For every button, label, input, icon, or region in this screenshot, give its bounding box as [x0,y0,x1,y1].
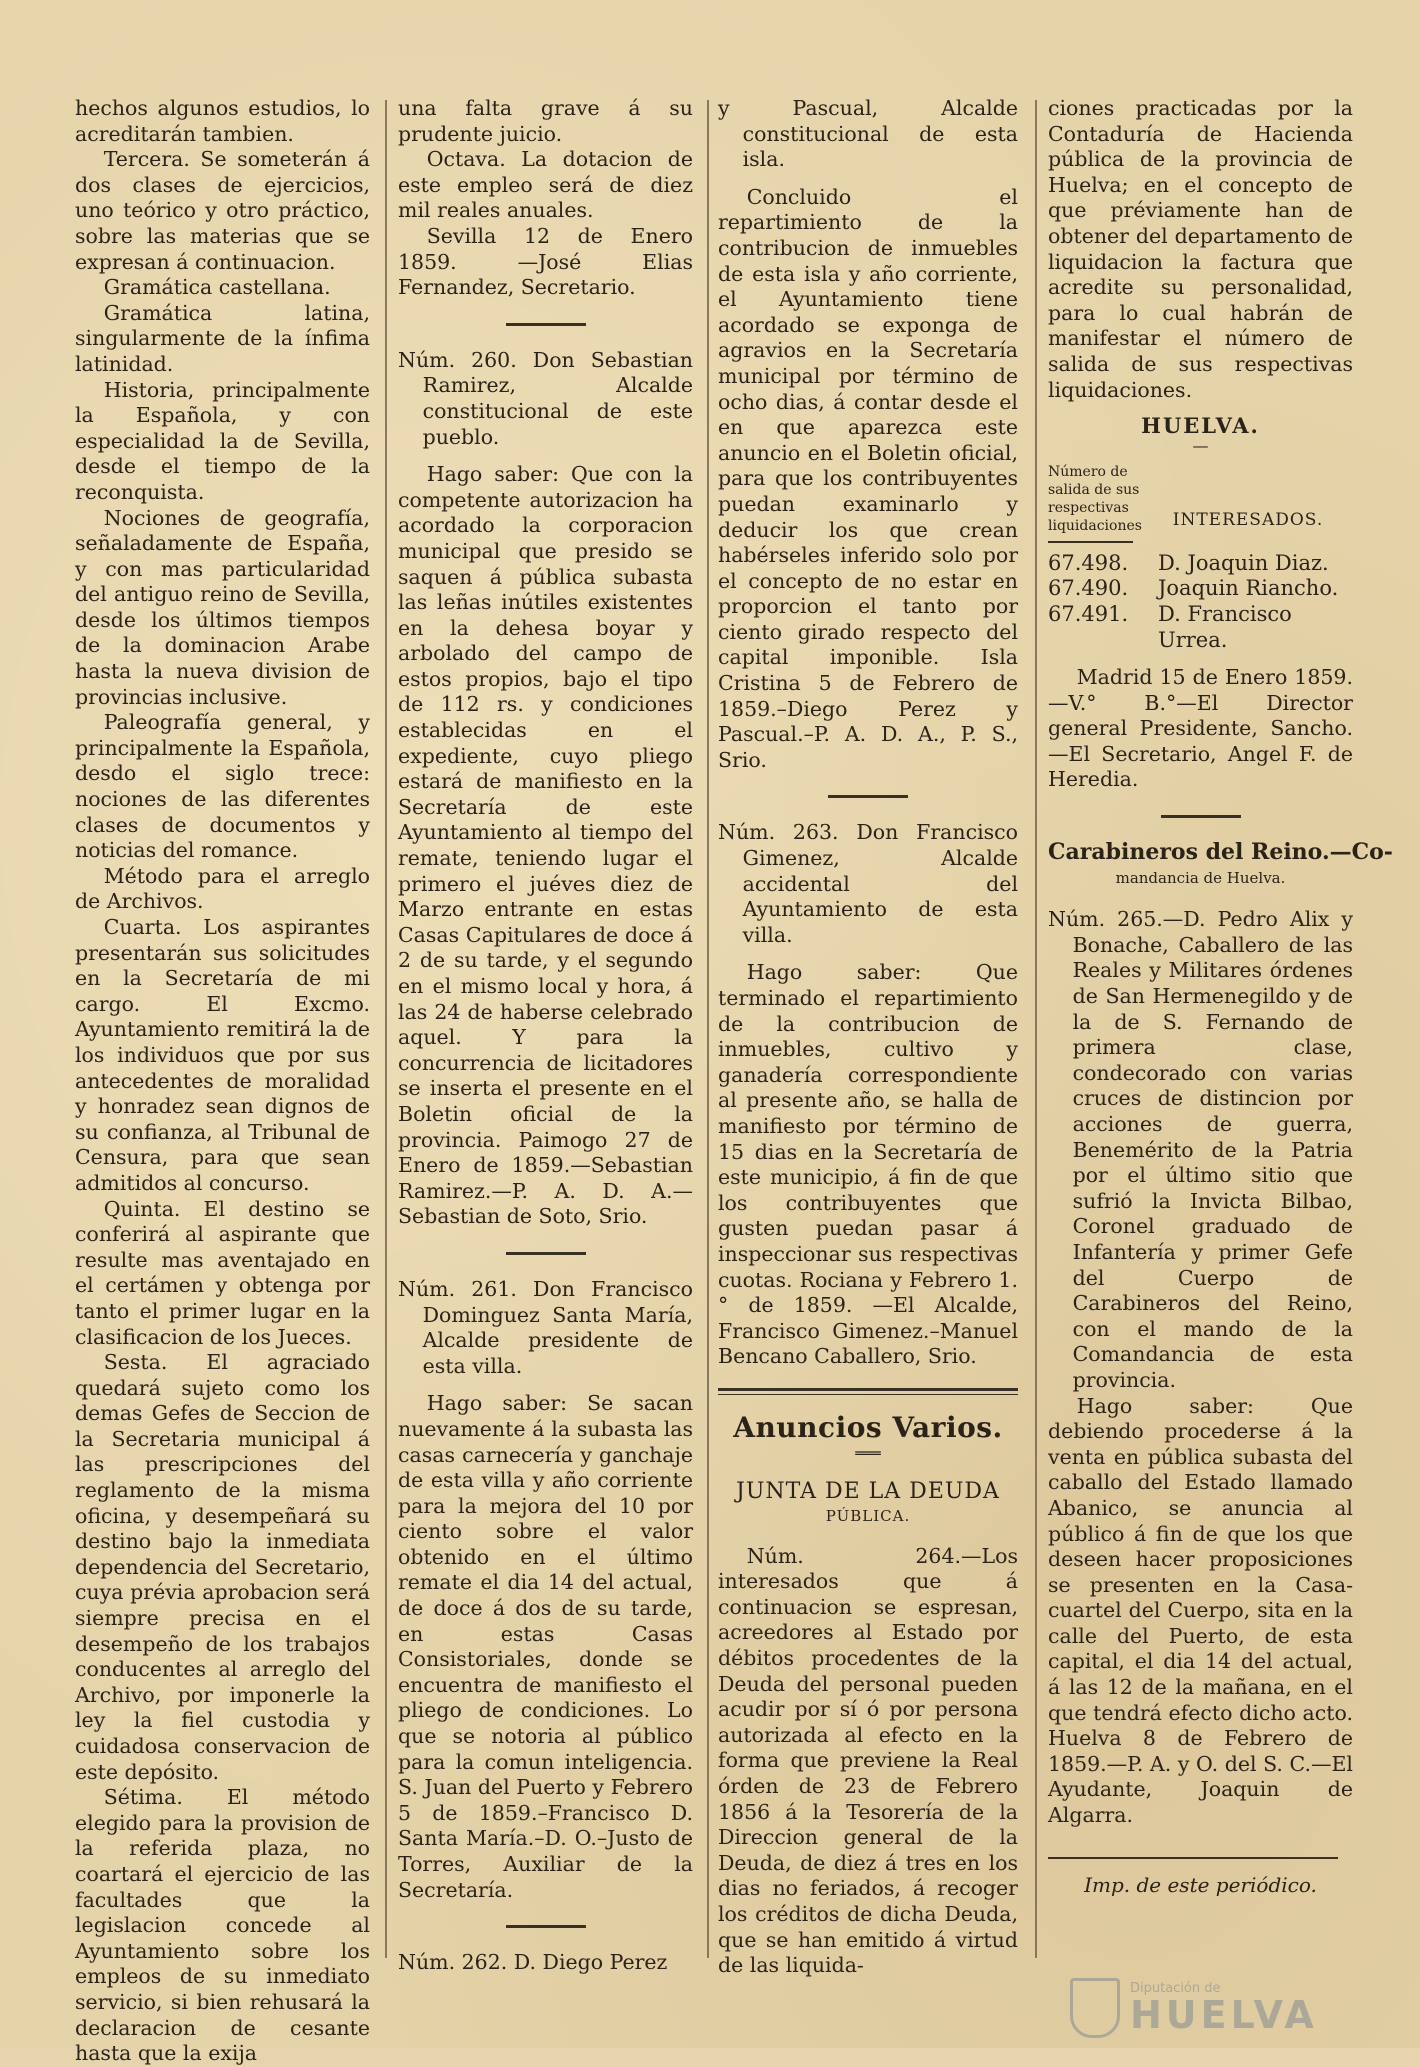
notice-262-heading: Núm. 262. D. Diego Perez [398,1950,668,1975]
c2-p2: Sevilla 12 de Enero 1859. —José Elias Fernandez, Secretario. [398,223,693,300]
imprint: Imp. de este periódico. [1084,1872,1317,1897]
c1-p8: Cuarta. Los aspirantes presentarán sus solicitudes en la Secretaría de mi cargo. El Excmo. Ayuntamiento remitirá la de los individuos que por sus antecedentes de moralidad y honradez sean dignos de su confianza, al Tribunal de Censura, para que sean admitidos al concurso. [75,915,370,1195]
madrid-paragraph: Madrid 15 de Enero 1859. —V.° B.°—El Director general Presidente, Sancho.—El Secretario, Angel F. de Heredia. [1048,665,1353,792]
table-row [1048,576,1353,602]
notice-264-body: Núm. 264.—Los interesados que á continuacion se espresan, acreedores al Estado por débitos procedentes de la Deuda del personal pueden acudir por sí ó por persona autorizada al efecto en la forma que previene la Real órden de 23 de Febrero 1856 á la Tesorería de la Direccion general de la Deuda, de diez á tres en los dias no feriados, á recoger los créditos de dicha Deuda, que se han emitido á virtud de las liquida- [718,1543,1018,1978]
table-row [1048,551,1353,577]
notice-263-body: Hago saber: Que terminado el repartimiento de la contribucion de inmuebles, cultivo y ganadería correspondiente al presente año, se halla de manifiesto por término de 15 dias en la Secretaría de este municipio, á fin de que los contribuyentes que gusten puedan pasar á inspeccionar sus respectivas cuotas. Rociana y Febrero 1.° de 1859. —El Alcalde, Francisco Gimenez.–Manuel Bencano Caballero, Srio. [718,960,1018,1369]
c1-p10: Sesta. El agraciado quedará sujeto como los demas Gefes de Seccion de la Secretaria municipal á las prescripciones del reglamento de la misma oficina, y desempeñará su destino bajo la inmediata dependencia del Secretario, cuya prévia aprobacion será siempre precisa en el desempeño de los trabajos conducentes al arreglo del Archivo, por imponerle la ley la fiel custodia y cuidadosa conservacion de este depósito. [75,1350,370,1784]
c1-p9: Quinta. El destino se conferirá al aspirante que resulte mas aventajado en el certámen y obtenga por tanto el primer lugar en la clasificacion de los Jueces. [75,1196,370,1349]
c2-p0: una falta grave á su prudente juicio. [398,96,693,146]
column-3 [718,96,1018,1988]
separator [506,1925,586,1928]
table-rule [1048,541,1353,543]
section-title-anuncios: Anuncios Varios. [733,1410,1003,1444]
notice-261-body: Hago saber: Se sacan nuevamente á la subasta las casas carnecería y ganchaje de esta villa y año corriente para la mejora del 10 por ciento sobre el valor obtenido en el último remate el dia 14 del actual, de doce á dos de su tarde, en estas Casas Consistoriales, donde se encuentra de manifiesto el pliego de condiciones. Lo que se notoria al público para la comun inteligencia. S. Juan del Puerto y Febrero 5 de 1859.–Francisco D. Santa María.–D. O.–Justo de Torres, Auxiliar de la Secretaría. [398,1391,693,1902]
c3-p0: y Pascual, Alcalde constitucional de esta isla. [718,96,1018,172]
junta-subtitle: PÚBLICA. [825,1507,911,1526]
separator [506,1252,586,1255]
table-row [1048,602,1353,653]
table-col-interested-header: INTERESADOS. [1172,509,1324,530]
c1-p3: Gramática latina, singularmente de la ínfima latinidad. [75,300,370,376]
row-number: 67.491. [1048,601,1129,626]
table-col-number-header: Número de salida de sus respectivas liquidaciones [1048,463,1142,534]
row-name: D. Joaquin Diaz. [1158,550,1329,575]
c1-p11: Sétima. El método elegido para la provision de la referida plaza, no coartará el ejercicio de las facultades que la legislacion concede al Ayuntamiento sobre los empleos de su inmediato servicio, si bien rehusará la declaracion de cesante hasta que la exija [75,1785,370,2066]
ornament-dash: — [1192,435,1209,455]
c2-p1: Octava. La dotacion de este empleo será de diez mil reales anuales. [398,147,693,223]
notice-260-heading: Núm. 260. Don Sebastian Ramirez, Alcalde constitucional de este pueblo. [398,347,693,449]
column-4 [1048,96,1393,1988]
table-header [1048,463,1353,535]
separator [828,795,908,798]
watermark-text [1130,1981,1318,2037]
double-rule [718,1388,1018,1395]
c4-p0: ciones practicadas por la Contaduría de Hacienda pública de la provincia de Huelva; en el concepto de que préviamente han de obtener del departamento de liquidacion la factura que acredite su personalidad, para lo cual habrán de manifestar el número de salida de sus respectivas liquidaciones. [1048,96,1353,402]
row-name: Joaquin Riancho. [1158,576,1339,601]
watermark-top-text: Diputación de [1130,1981,1221,1996]
c1-p1: Tercera. Se someterán á dos clases de ejercicios, uno teórico y otro práctico, sobre las materias que se expresan á continuacion. [75,147,370,274]
row-number: 67.490. [1048,576,1129,601]
shield-icon [1070,1978,1120,2038]
c1-p7: Método para el arreglo de Archivos. [75,863,370,914]
carabineros-subtitle: mandancia de Huelva. [1115,868,1286,887]
watermark-big-text: HUELVA [1130,1993,1318,2037]
notice-265-body: Hago saber: Que debiendo procederse á la venta en pública subasta del caballo del Estado llamado Abanico, se anuncia al público á fin de que los que deseen hacer proposiciones se presenten en la Casa-cuartel del Cuerpo, sita en la calle del Puerto, de esta capital, el dia 14 del actual, á las 12 de la mañana, en el que tendrá efecto dicho acto. Huelva 8 de Febrero de 1859.—P. A. y O. del S. C.—El Ayudante, Joaquin de Algarra. [1048,1393,1353,1828]
ornament-dash: ═══ [855,1445,881,1462]
imprint-rule [1048,1857,1338,1859]
c1-p0: hechos algunos estudios, lo acreditarán tambien. [75,96,370,146]
column-2 [398,96,693,1988]
notice-265-heading: Núm. 265.—D. Pedro Alix y Bonache, Caballero de las Reales y Militares órdenes de San Hermenegildo y de la de S. Fernando de primera clase, condecorado con varias cruces de distincion por acciones de guerra, Benemérito de la Patria por el último sitio que sufrió la Invicta Bilbao, Coronel graduado de Infantería y primer Gefe del Cuerpo de Carabineros del Reino, con el mando de la Comandancia de esta provincia. [1048,907,1353,1392]
notice-260-body: Hago saber: Que con la competente autorizacion ha acordado la corporacion municipal que presido se saquen á pública subasta las leñas inútiles existentes en la dehesa boyar y arbolado del campo de estos propios, bajo el tipo de 112 rs. y condiciones establecidas en el expediente, cuyo pliego estará de manifiesto en la Secretaría de este Ayuntamiento al tiempo del remate, teniendo lugar el primero el juéves diez de Marzo entrante en estas Casas Capitulares de doce á 2 de su tarde, y el segundo en el mismo local y hora, á las 24 de haberse celebrado aquel. Y para la concurrencia de licitadores se inserta el presente en el Boletin oficial de la provincia. Paimogo 27 de Enero de 1859.—Sebastian Ramirez.—P. A. D. A.—Sebastian de Soto, Srio. [398,462,693,1229]
notice-263-heading: Núm. 263. Don Francisco Gimenez, Alcalde accidental del Ayuntamiento de esta villa. [718,820,1018,947]
row-name: D. Francisco Urrea. [1158,601,1292,652]
junta-title: JUNTA DE LA DEUDA [736,1478,1000,1504]
c3-p1: Concluido el repartimiento de la contribucion de inmuebles de esta isla y año corriente, el Ayuntamiento tiene acordado se exponga de agravios en la Secretaría municipal por término de ocho dias, á contar desde el en que aparezca este anuncio en el Boletin oficial, para que los contribuyentes puedan examinarlo y deducir los que crean habérseles inferido solo por el concepto de no estar en proporcion el tanto por ciento girado respecto del capital imponible. Isla Cristina 5 de Febrero de 1859.–Diego Perez y Pascual.–P. A. D. A., P. S., Srio. [718,184,1018,772]
c1-p4: Historia, principalmente la Española, y con especialidad la de Sevilla, desde el tiempo de la reconquista. [75,377,370,504]
carabineros-title: Carabineros del Reino.—Co- [1048,839,1393,866]
column-rule-3 [1035,100,1037,1958]
c1-p5: Nociones de geografía, señaladamente de España, y con mas particularidad del antiguo reino de Sevilla, desde los últimos tiempos de la dominacion Arabe hasta la nueva division de provincias inclusive. [75,505,370,709]
row-number: 67.498. [1048,550,1129,575]
huelva-title: HUELVA. [1141,413,1260,439]
watermark [1070,1978,1400,2038]
c1-p6: Paleografía general, y principalmente la Española, desdo el siglo trece: nociones de las diferentes clases de documentos y noticias del romance. [75,710,370,863]
column-1 [75,96,370,2066]
separator [506,323,586,326]
column-rule-1 [385,100,387,1958]
notice-261-heading: Núm. 261. Don Francisco Dominguez Santa María, Alcalde presidente de esta villa. [398,1276,693,1378]
c1-p2: Gramática castellana. [103,275,331,300]
separator [1161,815,1241,818]
column-rule-2 [707,100,709,1958]
